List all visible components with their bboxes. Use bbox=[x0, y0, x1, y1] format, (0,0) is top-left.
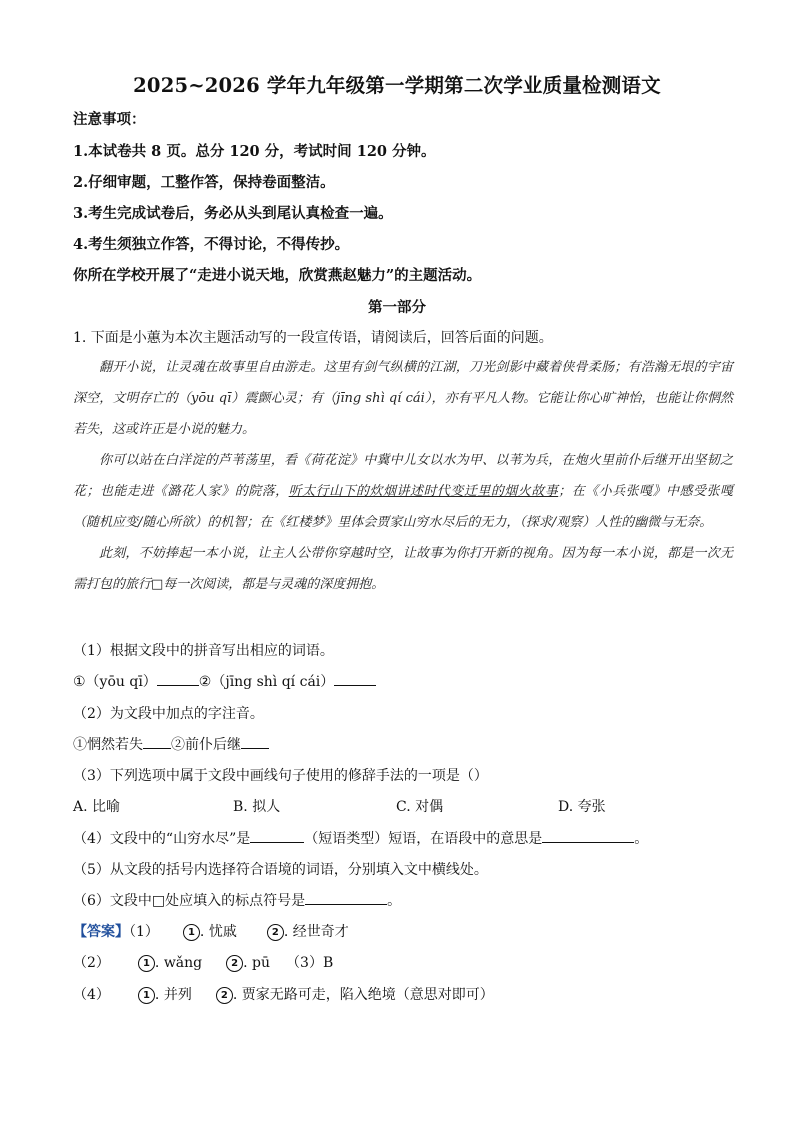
notice-item: 1.本试卷共 8 页。总分 120 分，考试时间 120 分钟。 bbox=[73, 143, 436, 160]
answer-value: （3）B bbox=[286, 955, 334, 971]
passage-paragraph-1: 翻开小说，让灵魂在故事里自由游走。这里有剑气纵横的江湖，刀光剑影中藏着侠骨柔肠；有浩瀚无垠的宇宙深空，文明存亡的（yōu qī）震颤心灵；有（jīng shì qí cái），亦有平凡人物。它能让你心旷神怡，也能让你惘然若失，这或许正是小说的魅力。 bbox=[73, 360, 733, 437]
answer-value: . 忧戚 bbox=[199, 924, 237, 940]
answer-blank[interactable] bbox=[305, 890, 387, 905]
blank-label: ②前仆后继 bbox=[171, 737, 241, 753]
underlined-sentence: 听太行山下的炊烟讲述时代变迁里的烟火故事 bbox=[288, 484, 559, 499]
notice-item: 4.考生须独立作答，不得讨论，不得传抄。 bbox=[73, 236, 350, 253]
reading-passage bbox=[73, 352, 733, 600]
subquestion-6 bbox=[73, 890, 401, 910]
circled-number: 2 bbox=[216, 987, 233, 1004]
subquestion-4 bbox=[73, 828, 648, 848]
subquestion-1-blanks bbox=[73, 671, 376, 691]
option-c[interactable]: C. 对偶 bbox=[396, 799, 444, 815]
answer-row-2 bbox=[73, 952, 333, 972]
subquestion-1: （1）根据文段中的拼音写出相应的词语。 bbox=[73, 643, 334, 659]
answer-blank[interactable] bbox=[157, 671, 199, 686]
circled-number: 1 bbox=[138, 955, 155, 972]
question-text: （短语类型）短语，在语段中的意思是 bbox=[304, 831, 543, 847]
passage-text: 你可以站在白洋淀的芦苇荡里，看《荷花淀》中冀中儿女以水为甲、以苇为兵，在炮火里前仆后继开出坚韧之花；也能走进《潞花人家》的院落， bbox=[73, 453, 733, 499]
answer-prefix: （4） bbox=[73, 987, 110, 1003]
subquestion-5: （5）从文段的括号内选择符合语境的词语，分别填入文中横线处。 bbox=[73, 862, 488, 878]
answer-prefix: （2） bbox=[73, 955, 110, 971]
answer-value: . 经世奇才 bbox=[283, 924, 349, 940]
blank-label: ①（yōu qī） bbox=[73, 674, 157, 690]
passage-paragraph-3: 此刻，不妨捧起一本小说，让主人公带你穿越时空，让故事为你打开新的视角。因为每一本小说，都是一次无需打包的旅行□每一次阅读，都是与灵魂的深度拥抱。 bbox=[73, 546, 733, 592]
circled-number: 1 bbox=[138, 987, 155, 1004]
answer-blank[interactable] bbox=[143, 734, 171, 749]
option-a[interactable]: A. 比喻 bbox=[73, 799, 121, 815]
notice-heading: 注意事项： bbox=[73, 111, 146, 128]
answer-blank[interactable] bbox=[542, 828, 634, 843]
circled-number: 2 bbox=[267, 924, 284, 941]
option-b[interactable]: B. 拟人 bbox=[233, 799, 281, 815]
section-title: 第一部分 bbox=[368, 299, 426, 316]
answer-row-1 bbox=[73, 921, 349, 941]
subquestion-2-blanks bbox=[73, 734, 269, 754]
notice-item: 2.仔细审题，工整作答，保持卷面整洁。 bbox=[73, 174, 335, 191]
activity-intro: 你所在学校开展了“走进小说天地，欣赏燕赵魅力”的主题活动。 bbox=[73, 267, 482, 284]
question-text: 。 bbox=[634, 831, 649, 847]
blank-label: ②（jīng shì qí cái） bbox=[198, 674, 335, 690]
circled-number: 1 bbox=[183, 924, 200, 941]
answer-value: . 贾家无路可走，陷入绝境（意思对即可） bbox=[232, 987, 494, 1003]
answer-row-3 bbox=[73, 984, 494, 1004]
question-text: 。 bbox=[387, 893, 402, 909]
circled-number: 2 bbox=[226, 955, 243, 972]
passage-text: ；在《小兵张嘎》中感受张嘎（随机应变/随心所欲）的机智；在《红楼梦》里体会贾家山穷水尽后的无力，（探求/观察）人性的幽微与无奈。 bbox=[73, 484, 733, 530]
notice-item: 3.考生完成试卷后，务必从头到尾认真检查一遍。 bbox=[73, 205, 393, 222]
subquestion-3: （3）下列选项中属于文段中画线句子使用的修辞手法的一项是（） bbox=[73, 768, 488, 784]
answer-value: . wǎng bbox=[154, 955, 203, 971]
answer-blank[interactable] bbox=[241, 734, 269, 749]
question-stem: 1. 下面是小蕙为本次主题活动写的一段宣传语，请阅读后，回答后面的问题。 bbox=[73, 330, 553, 346]
passage-paragraph-2 bbox=[73, 445, 733, 538]
answer-label: 【答案】 bbox=[73, 924, 129, 940]
answer-value: . 并列 bbox=[154, 987, 192, 1003]
option-d[interactable]: D. 夸张 bbox=[558, 799, 606, 815]
question-text: （6）文段中□处应填入的标点符号是 bbox=[73, 893, 306, 909]
page-title: 2025~2026 学年九年级第一学期第二次学业质量检测语文 bbox=[133, 74, 661, 97]
answer-prefix: （1） bbox=[129, 924, 159, 940]
question-text: （4）文段中的“山穷水尽”是 bbox=[73, 831, 251, 847]
subquestion-2: （2）为文段中加点的字注音。 bbox=[73, 706, 264, 722]
answer-blank[interactable] bbox=[250, 828, 304, 843]
answer-value: . pū bbox=[243, 955, 271, 971]
answer-blank[interactable] bbox=[334, 671, 376, 686]
blank-label: ①惘然若失 bbox=[73, 737, 143, 753]
